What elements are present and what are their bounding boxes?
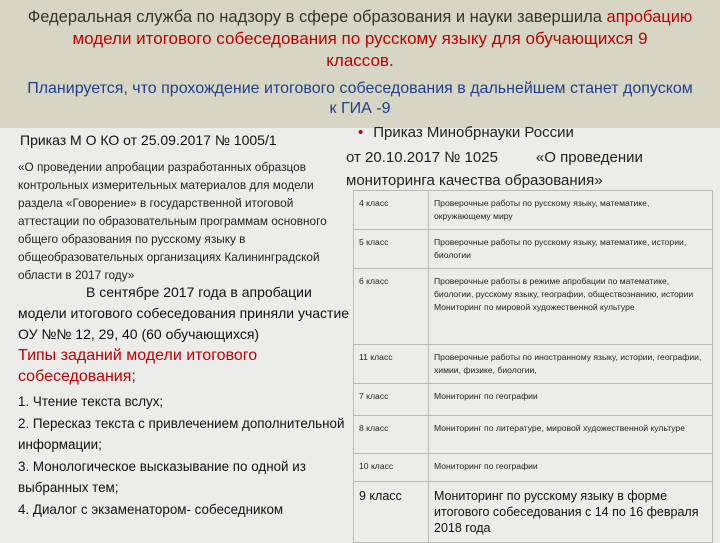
table-row [354,269,713,345]
task-item: 3. Монологическое высказывание по одной из выбранных тем; [18,458,306,495]
task-list [18,391,352,520]
ministry-order-title: • Приказ Минобрнауки России [358,124,574,141]
table-row [354,384,713,416]
monitoring-schedule-table [353,190,713,543]
task-types-title: Типы заданий модели итогового собеседования; [18,347,258,385]
description-cell: Проверочные работы по иностранному языку, истории, географии, химии, физике, биологии, [429,345,713,384]
grade-cell: 5 класс [354,230,429,269]
description-cell: Мониторинг по географии [429,454,713,482]
grade-cell: 4 класс [354,191,429,230]
header-banner [0,0,720,128]
header-line-4: Планируется, что прохождение итогового собеседования в дальнейшем станет допуском [27,80,693,97]
table-row [354,345,713,384]
header-line-5: к ГИА -9 [329,100,391,117]
task-item: 2. Пересказ текста с привлечением дополнительной информации; [18,415,345,452]
grade-cell: 9 класс [354,482,429,543]
grade-cell: 6 класс [354,269,429,345]
description-cell: Мониторинг по географии [429,384,713,416]
description-cell: Проверочные работы по русскому языку, математике, истории, биологии [429,230,713,269]
grade-cell: 8 класс [354,416,429,454]
ministry-order-subject: мониторинга качества образования» [346,172,603,189]
header-line-3: классов. [326,51,394,70]
table-row [354,191,713,230]
task-item: 1. Чтение текста вслух; [18,394,164,409]
description-cell: Мониторинг по литературе, мировой художественной культуре [429,416,713,454]
grade-cell: 10 класс [354,454,429,482]
ministry-order-date: от 20.10.2017 № 1025 «О проведении [346,149,643,166]
header-line-2: модели итогового собеседования по русскому языку для обучающихся 9 [72,29,648,48]
table-row [354,482,713,543]
order-title: Приказ М О КО от 25.09.2017 № 1005/1 [20,132,277,148]
table-row [354,230,713,269]
grade-cell: 11 класс [354,345,429,384]
header-line-1: Федеральная служба по надзору в сфере образования и науки завершила апробацию [27,8,693,26]
table-row [354,416,713,454]
bullet-icon: • [358,124,364,141]
grade-cell: 7 класс [354,384,429,416]
description-cell: Проверочные работы по русскому языку, математике, окружающему миру [429,191,713,230]
description-cell: Мониторинг по русскому языку в форме итогового собеседования с 14 по 16 февраля 2018 года [429,482,713,543]
pilot-paragraph: В сентябре 2017 года в апробации модели итогового собеседования приняли участие ОУ №№ 12, 29, 40 (60 обучающихся) [18,284,350,342]
header-accent-text: апробацию [606,8,693,26]
order-description: «О проведении апробации разработанных образцов контрольных измерительных материалов для модели раздела «Говорение» в государственной итоговой аттестации по образовательным программам основного общего образования по русскому языку в общеобразовательных организациях Калининградской области в 2017 году» [18,160,327,282]
table-row [354,454,713,482]
task-item: 4. Диалог с экзаменатором- собеседником [18,501,284,517]
description-cell: Проверочные работы в режиме апробации по математике, биологии, русскому языку, географии, обществознанию, истории Мониторинг по мировой художественной культуре [429,269,713,345]
